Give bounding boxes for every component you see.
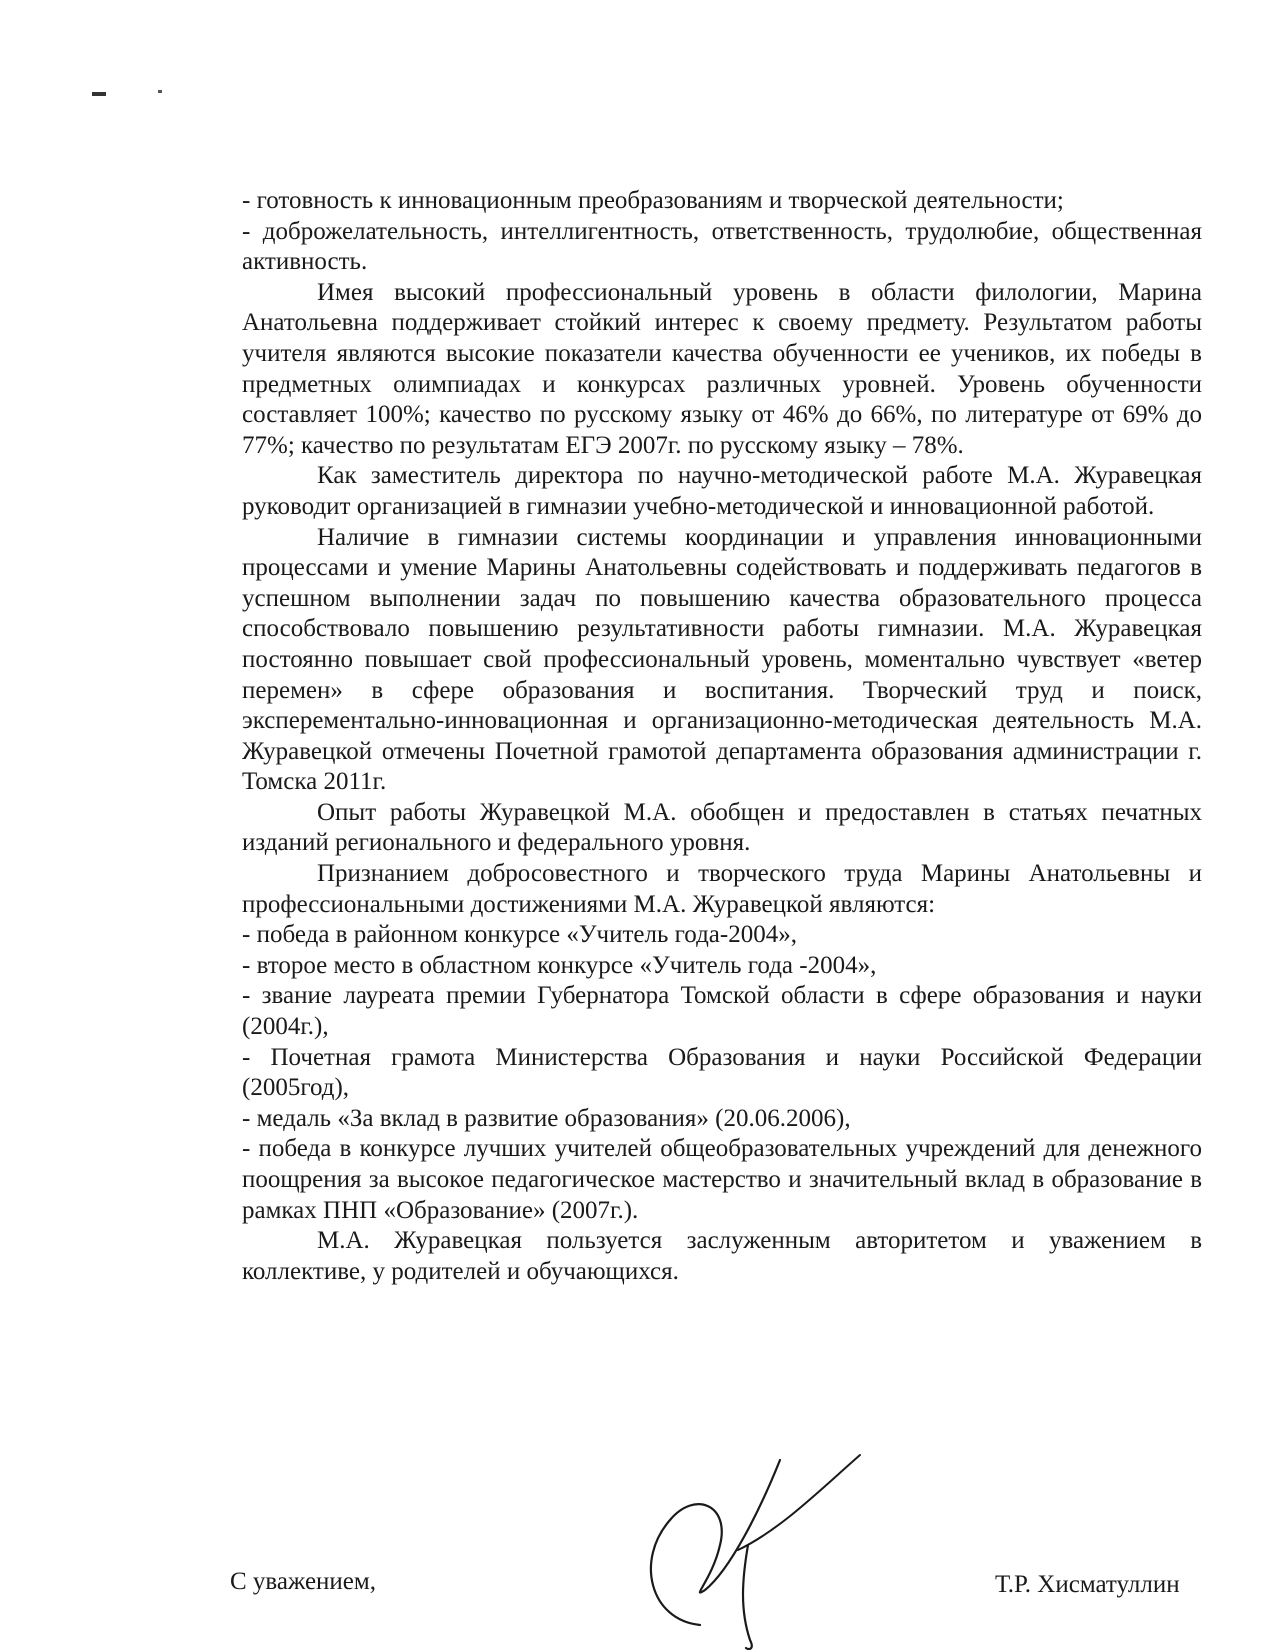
list-item: - готовность к инновационным преобразованиям и творческой деятельности;: [242, 187, 1064, 214]
list-item: - звание лауреата премии Губернатора Томской области в сфере образования и науки (2004г.),: [242, 982, 1202, 1041]
paragraph: Опыт работы Журавецкой М.А. обобщен и предоставлен в статьях печатных изданий регионального и федерального уровня.: [242, 798, 1202, 857]
paragraph: Признанием добросовестного и творческого труда Марины Анатольевны и профессиональными достижениями М.А. Журавецкой являются:: [242, 860, 1202, 918]
list-item: - победа в конкурсе лучших учителей общеобразовательных учреждений для денежного поощрения за высокое педагогическое мастерство и значительный вклад в образование в рамках ПНП «Образование» (2007г.).: [242, 1135, 1202, 1224]
scan-specks: [88, 84, 188, 104]
list-item: - победа в районном конкурсе «Учитель года-2004»,: [242, 921, 797, 949]
signature: [630, 1450, 900, 1650]
paragraph: Как заместитель директора по научно-методической работе М.А. Журавецкая руководит организацией в гимназии учебно-методической и инновационной работой.: [242, 462, 1202, 520]
paragraph: Наличие в гимназии системы координации и управления инновационными процессами и умение Марины Анатольевны содействовать и поддерживать педагогов в успешном выполнении задач по повышению качества образовательного процесса способствовало повышению результативности работы гимназии. М.А. Журавецкая постоянно повышает свой профессиональный уровень, моментально чувствует «ветер перемен» в сфере образования и воспитания. Творческий труд и поиск, эксперементально-инновационная и организационно-методическая деятельность М.А. Журавецкой отмечены Почетной грамотой департамента образования администрации г. Томска 2011г.: [242, 523, 1202, 796]
list-item: - второе место в областном конкурсе «Учитель года -2004»,: [242, 951, 877, 979]
list-item: - медаль «За вклад в развитие образования» (20.06.2006),: [242, 1104, 851, 1132]
list-item: - доброжелательность, интеллигентность, ответственность, трудолюбие, общественная активность.: [242, 217, 1202, 276]
letter-body: [242, 186, 1202, 1287]
list-item: - Почетная грамота Министерства Образования и науки Российской Федерации (2005год),: [242, 1043, 1202, 1102]
paragraph: Имея высокий профессиональный уровень в области филологии, Марина Анатольевна поддерживает стойкий интерес к своему предмету. Результатом работы учителя являются высокие показатели качества обученности ее учеников, их победы в предметных олимпиадах и конкурсах различных уровней. Уровень обученности составляет 100%; качество по русскому языку от 46% до 66%, по литературе от 69% до 77%; качество по результатам ЕГЭ 2007г. по русскому языку – 78%.: [242, 278, 1202, 459]
signer-name: Т.Р. Хисматуллин: [995, 1571, 1180, 1598]
closing-phrase: С уважением,: [230, 1568, 376, 1595]
paragraph: М.А. Журавецкая пользуется заслуженным авторитетом и уважением в коллективе, у родителей и обучающихся.: [242, 1227, 1202, 1285]
